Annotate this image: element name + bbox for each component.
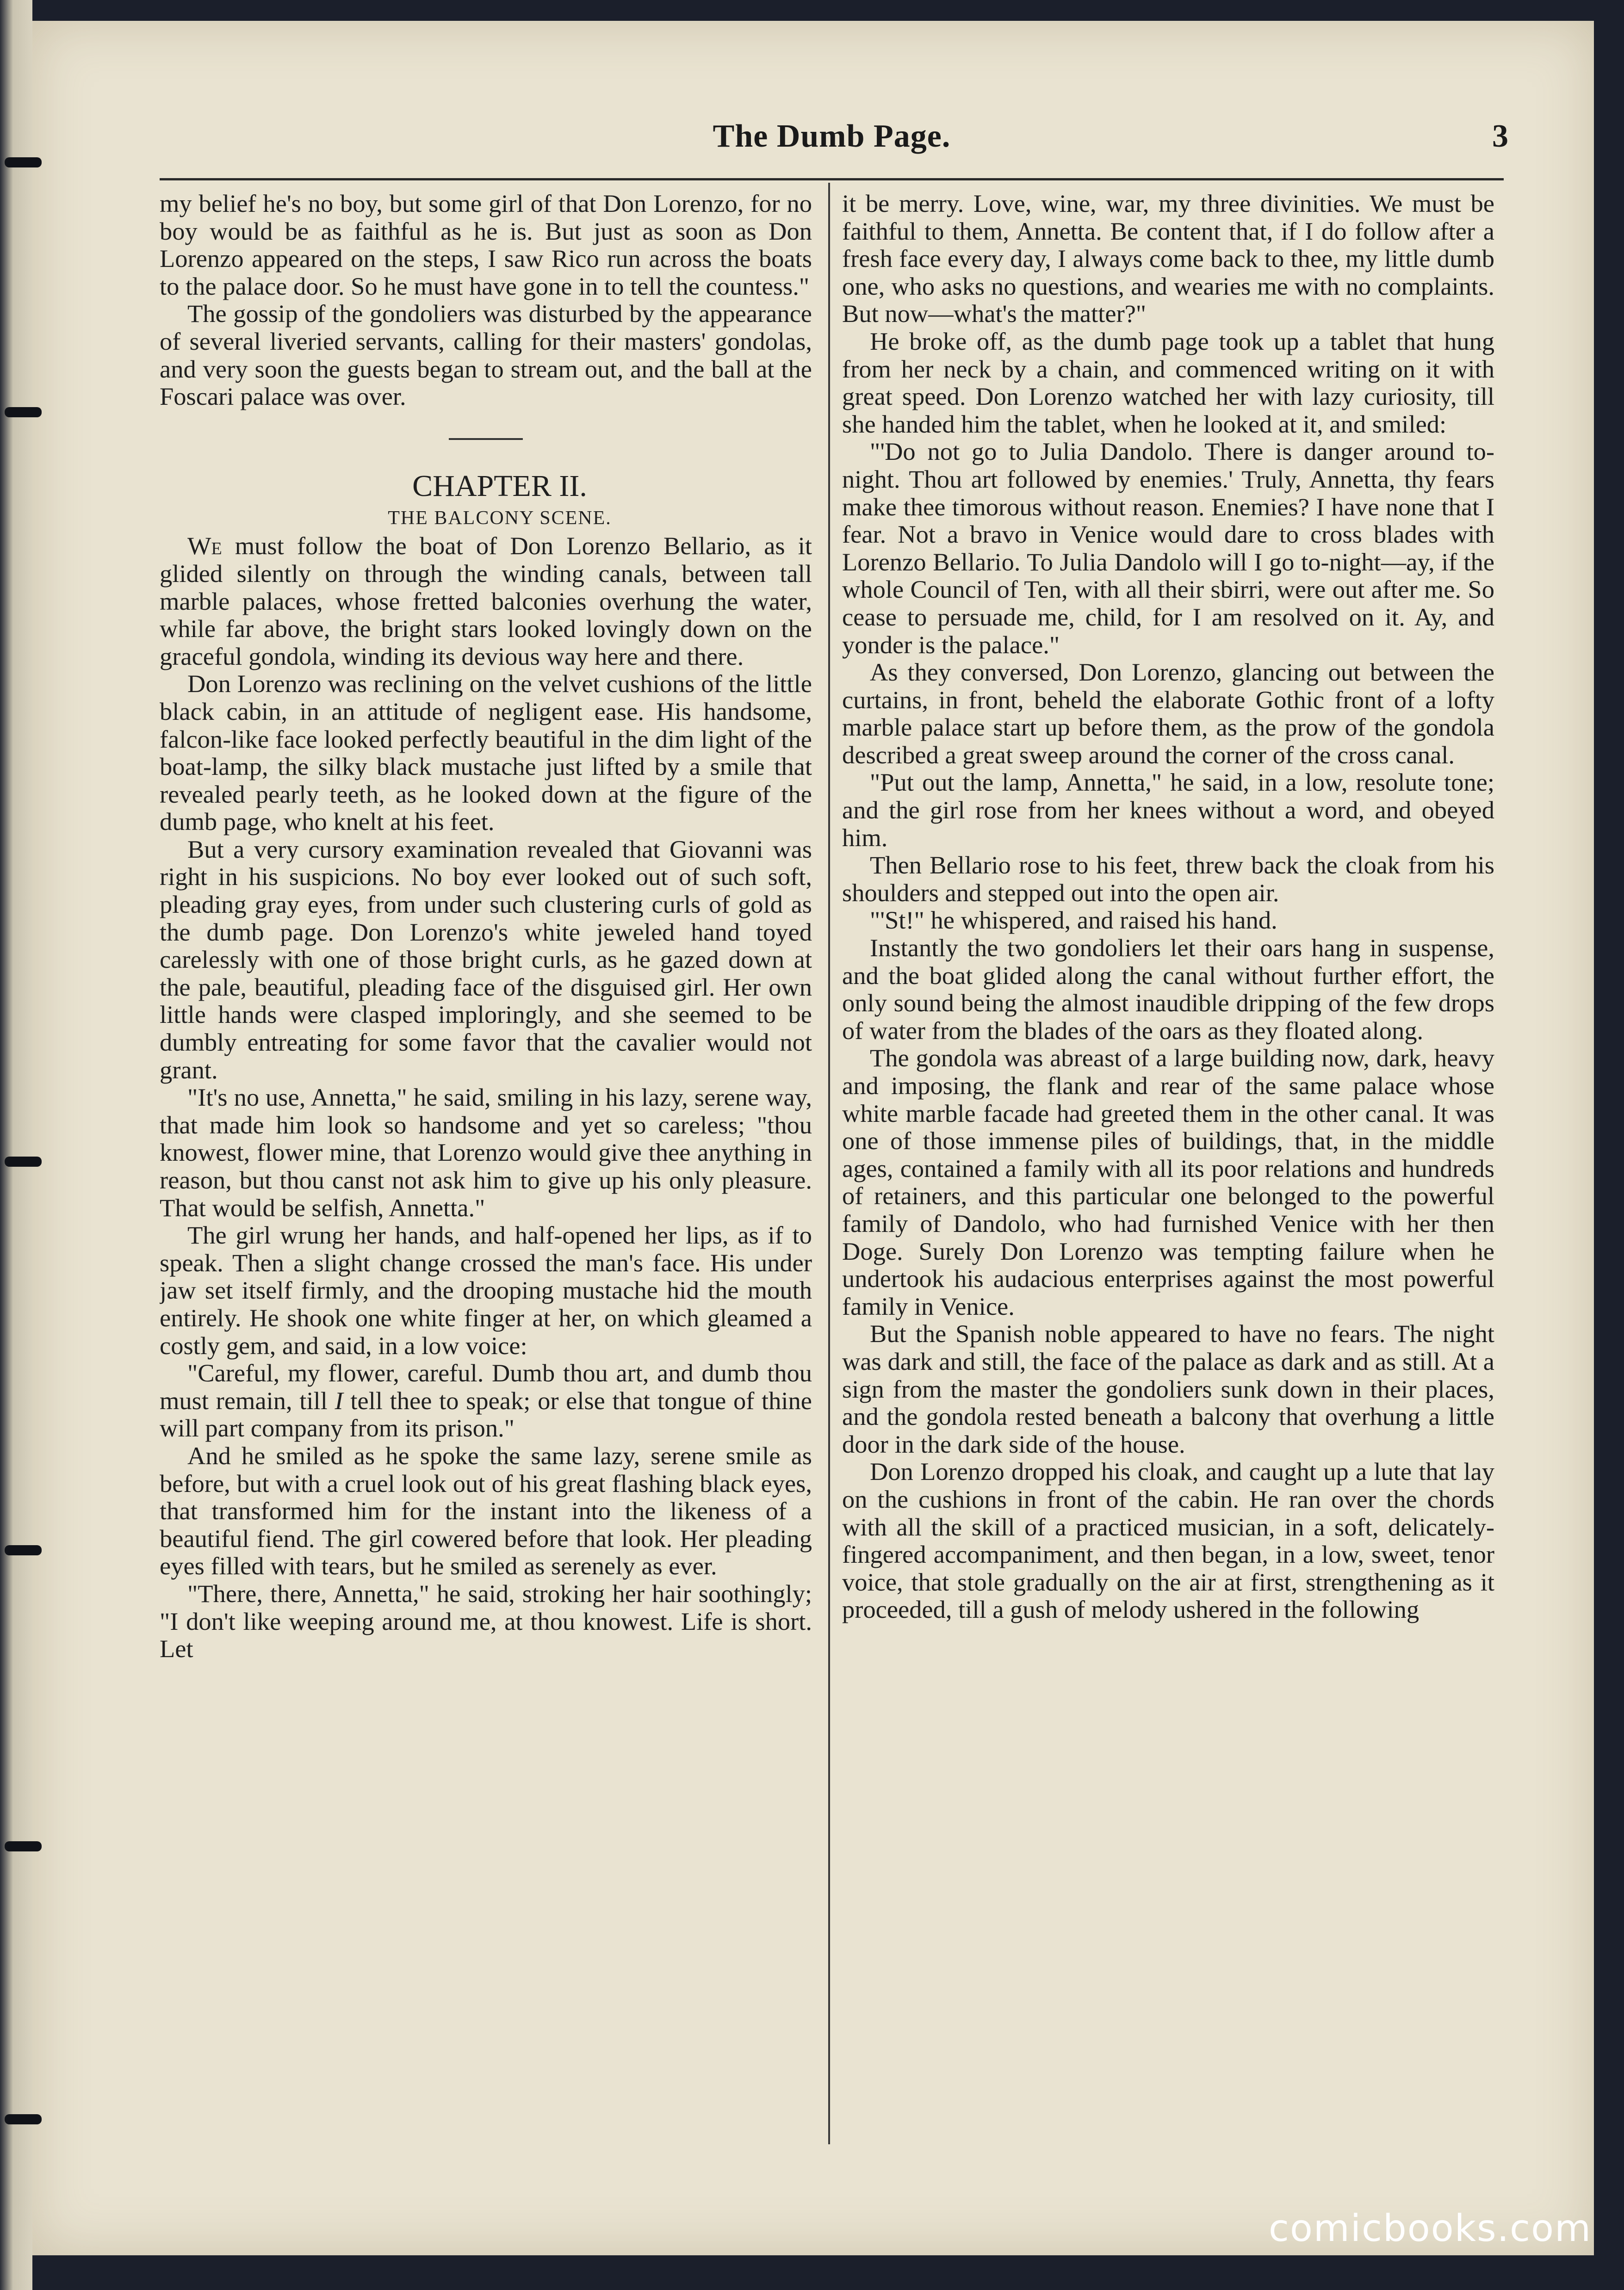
paragraph [160, 1359, 812, 1442]
running-header [160, 118, 1508, 169]
paragraph-text: tell thee to speak; or else that tongue of thine will part company from its prison." [160, 1386, 812, 1442]
paragraph-text: must follow the boat of Don Lorenzo Bellario, as it glided silently on through the winding canals, between tall marble palaces, whose fretted balconies overhung the water, while far above, the bright stars looked lovingly down on the graceful gondola, winding its devious way here and there. [160, 532, 812, 670]
column-divider [828, 183, 830, 2144]
binding-stitch [5, 407, 42, 417]
page-number: 3 [1492, 118, 1508, 154]
section-separator [449, 438, 523, 440]
paragraph: it be merry. Love, wine, war, my three divinities. We must be faithful to them, Annetta. Be content that, if I do follow after a fresh face every day, I always come back to thee, my little dumb one, who asks no questions, and wearies me with no complaints. But now—what's the matter?" [842, 190, 1494, 328]
paragraph: "There, there, Annetta," he said, stroking her hair soothingly; "I don't like weeping around me, at thou knowest. Life is short. Let [160, 1579, 812, 1663]
paragraph: Don Lorenzo was reclining on the velvet cushions of the little black cabin, in an attitude of negligent ease. His handsome, falcon-like face looked perfectly beautiful in the dim light of the boat-lamp, the silky black mustache just lifted by a smile that revealed pearly teeth, as he looked down at the figure of the dumb page, who knelt at his feet. [160, 669, 812, 836]
drop-word: We [187, 532, 222, 560]
binding-spine [0, 0, 32, 2290]
binding-stitch [5, 1841, 42, 1851]
binding-stitch [5, 2114, 42, 2124]
paragraph: "It's no use, Annetta," he said, smiling in his lazy, serene way, that made him look so handsome and yet so careless; "thou knowest, flower mine, that Lorenzo would give thee anything in reason, but thou canst not ask him to give up his only pleasure. That would be selfish, Annetta." [160, 1083, 812, 1222]
paragraph: Instantly the two gondoliers let their oars hang in suspense, and the boat glided along the canal without further effort, the only sound being the almost inaudible dripping of the few drops of water from the blades of the oars as they floated along. [842, 934, 1494, 1045]
right-column [842, 190, 1494, 2151]
binding-stitch [5, 1157, 42, 1167]
paragraph: As they conversed, Don Lorenzo, glancing out between the curtains, in front, beheld the elaborate Gothic front of a lofty marble palace start up before them, as the prow of the gondola described a great sweep around the corner of the cross canal. [842, 658, 1494, 769]
chapter-subtitle: THE BALCONY SCENE. [388, 507, 612, 529]
paragraph: But a very cursory examination revealed that Giovanni was right in his suspicions. No boy ever looked out of such soft, pleading gray eyes, from under such clustering curls of gold as the dumb page. Don Lorenzo's white jeweled hand toyed carelessly with one of those bright curls, as he gazed down at the pale, beautiful, pleading face of the disguised girl. Her own little hands were clasped imploringly, and she seemed to be dumbly entreating for some favor that the cavalier would not grant. [160, 835, 812, 1084]
paragraph-text: "Careful, my flower, careful. Dumb thou art, and dumb thou must remain, till [160, 1359, 812, 1415]
paragraph: "'Do not go to Julia Dandolo. There is danger around to-night. Thou art followed by enemies.' Truly, Annetta, thy fears make thee timorous without reason. Enemies? I have none that I fear. Not a bravo in Venice would dare to cross blades with Lorenzo Bellario. To Julia Dandolo will I go to-night—ay, if the whole Council of Ten, with all their sbirri, were out after me. So cease to persuade me, child, for I am resolved on it. Ay, and yonder is the palace." [842, 437, 1494, 659]
paragraph: The gossip of the gondoliers was disturbed by the appearance of several liveried servants, calling for their masters' gondolas, and very soon the guests began to stream out, and the ball at the Foscari palace was over. [160, 299, 812, 411]
emphasis: I [335, 1386, 343, 1415]
paragraph: He broke off, as the dumb page took up a tablet that hung from her neck by a chain, and commenced writing on it with great speed. Don Lorenzo watched her with lazy curiosity, till she handed him the tablet, when he looked at it, and smiled: [842, 327, 1494, 438]
paragraph: Don Lorenzo dropped his cloak, and caught up a lute that lay on the cushions in front of the cabin. He ran over the chords with all the skill of a practiced musician, in a soft, delicately-fingered accompaniment, and then began, in a low, sweet, tenor voice, that stole gradually on the air at first, strengthening as it proceeded, till a gush of melody ushered in the following [842, 1457, 1494, 1624]
paragraph: "Put out the lamp, Annetta," he said, in a low, resolute tone; and the girl rose from her knees without a word, and obeyed him. [842, 768, 1494, 852]
chapter-heading: CHAPTER II. [412, 469, 587, 503]
header-rule [160, 178, 1504, 180]
paragraph: But the Spanish noble appeared to have no fears. The night was dark and still, the face of the palace as dark and as still. At a sign from the master the gondoliers sunk down in their places, and the gondola rested beneath a balcony that overhung a little door in the dark side of the house. [842, 1319, 1494, 1458]
paragraph: "'St!" he whispered, and raised his hand. [870, 906, 1277, 935]
paragraph: The girl wrung her hands, and half-opened her lips, as if to speak. Then a slight change crossed the man's face. His under jaw set itself firmly, and the drooping mustache hid the mouth entirely. He shook one white finger at her, on which gleamed a costly gem, and said, in a low voice: [160, 1221, 812, 1360]
binding-stitch [5, 157, 42, 167]
paragraph: Then Bellario rose to his feet, threw back the cloak from his shoulders and stepped out into the open air. [842, 851, 1494, 907]
running-title: The Dumb Page. [713, 118, 951, 154]
paragraph: my belief he's no boy, but some girl of that Don Lorenzo, for no boy would be as faithful as he is. But just as soon as Don Lorenzo appeared on the steps, I saw Rico run across the boats to the palace door. So he must have gone in to tell the countess." [160, 190, 812, 300]
paragraph: The gondola was abreast of a large building now, dark, heavy and imposing, the flank and rear of the same palace whose white marble facade had greeted them in the other canal. It was one of those immense piles of buildings, that, in the middle ages, contained a family with all its poor relations and hundreds of retainers, and this particular one belonged to the powerful family of Dandolo, who had furnished Venice with her then Doge. Surely Don Lorenzo was tempting failure when he undertook his audacious enterprises against the most powerful family in Venice. [842, 1044, 1494, 1320]
site-watermark: comicbooks.com [1268, 2207, 1592, 2250]
paragraph [160, 532, 812, 670]
left-column [160, 190, 812, 2151]
binding-stitch [5, 1545, 42, 1555]
paragraph: And he smiled as he spoke the same lazy, serene smile as before, but with a cruel look out of his great flashing black eyes, that transformed him for the instant into the likeness of a beautiful fiend. The girl cowered before that look. Her pleading eyes filled with tears, but he smiled as serenely as ever. [160, 1441, 812, 1580]
